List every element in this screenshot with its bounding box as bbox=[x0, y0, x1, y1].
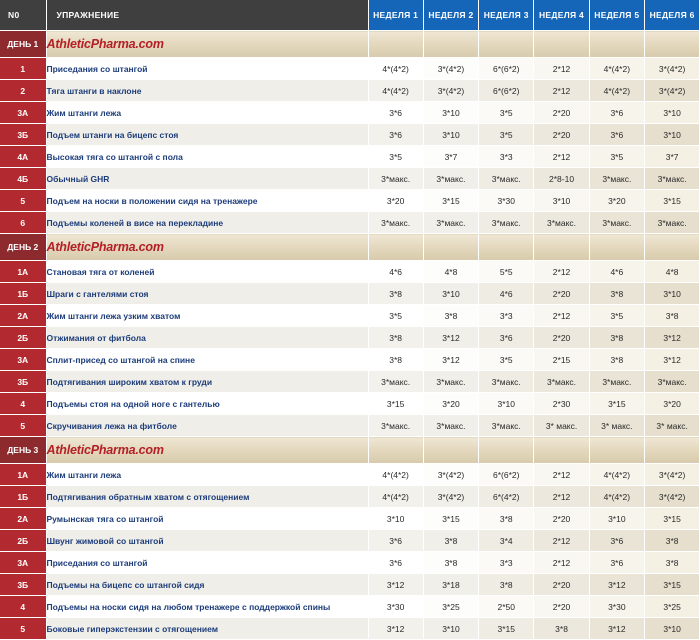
week-2-value: 3*(4*2) bbox=[423, 486, 478, 508]
day-label: ДЕНЬ 2 bbox=[0, 234, 46, 261]
week-1-value: 3*6 bbox=[368, 124, 423, 146]
day-band-spacer bbox=[644, 437, 699, 464]
week-3-value: 6*(6*2) bbox=[479, 464, 534, 486]
table-row bbox=[0, 596, 700, 618]
week-3-value: 3*6 bbox=[479, 327, 534, 349]
row-number: 1А bbox=[0, 464, 46, 486]
table-row bbox=[0, 618, 700, 640]
week-6-value: 3*15 bbox=[644, 508, 699, 530]
week-1-value: 3*10 bbox=[368, 508, 423, 530]
day-band-spacer bbox=[534, 437, 589, 464]
exercise-name: Швунг жимовой со штангой bbox=[46, 530, 368, 552]
week-4-value: 2*12 bbox=[534, 305, 589, 327]
header-row bbox=[0, 0, 700, 31]
table-row bbox=[0, 574, 700, 596]
week-1-value: 3*20 bbox=[368, 190, 423, 212]
table-row bbox=[0, 464, 700, 486]
week-1-value: 4*6 bbox=[368, 261, 423, 283]
day-band-spacer bbox=[589, 234, 644, 261]
exercise-name: Отжимания от фитбола bbox=[46, 327, 368, 349]
week-2-value: 3*20 bbox=[423, 393, 478, 415]
day-band-spacer bbox=[644, 234, 699, 261]
table-row bbox=[0, 261, 700, 283]
week-4-value: 2*20 bbox=[534, 102, 589, 124]
row-number: 4 bbox=[0, 596, 46, 618]
column-header-week-1: НЕДЕЛЯ 1 bbox=[368, 0, 423, 31]
week-2-value: 3*15 bbox=[423, 508, 478, 530]
week-6-value: 3*(4*2) bbox=[644, 464, 699, 486]
week-6-value: 3*макс. bbox=[644, 168, 699, 190]
week-1-value: 4*(4*2) bbox=[368, 58, 423, 80]
week-1-value: 3*5 bbox=[368, 305, 423, 327]
column-header-week-4: НЕДЕЛЯ 4 bbox=[534, 0, 589, 31]
table-row bbox=[0, 415, 700, 437]
week-5-value: 4*6 bbox=[589, 261, 644, 283]
week-5-value: 3*10 bbox=[589, 508, 644, 530]
week-2-value: 4*8 bbox=[423, 261, 478, 283]
week-5-value: 3*макс. bbox=[589, 168, 644, 190]
week-5-value: 3*8 bbox=[589, 327, 644, 349]
week-3-value: 3*макс. bbox=[479, 168, 534, 190]
day-band-spacer bbox=[644, 31, 699, 58]
week-5-value: 4*(4*2) bbox=[589, 58, 644, 80]
week-5-value: 4*(4*2) bbox=[589, 486, 644, 508]
day-band-spacer bbox=[479, 31, 534, 58]
row-number: 1Б bbox=[0, 283, 46, 305]
week-4-value: 2*12 bbox=[534, 530, 589, 552]
week-6-value: 3*10 bbox=[644, 283, 699, 305]
row-number: 2Б bbox=[0, 530, 46, 552]
row-number: 3А bbox=[0, 349, 46, 371]
row-number: 5 bbox=[0, 415, 46, 437]
exercise-name: Жим штанги лежа bbox=[46, 464, 368, 486]
week-1-value: 3*12 bbox=[368, 574, 423, 596]
table-row bbox=[0, 486, 700, 508]
row-number: 1А bbox=[0, 261, 46, 283]
week-2-value: 3*8 bbox=[423, 305, 478, 327]
day-label: ДЕНЬ 3 bbox=[0, 437, 46, 464]
week-4-value: 2*20 bbox=[534, 283, 589, 305]
week-3-value: 3*8 bbox=[479, 508, 534, 530]
week-4-value: 2*20 bbox=[534, 574, 589, 596]
week-6-value: 3*12 bbox=[644, 327, 699, 349]
week-2-value: 3*10 bbox=[423, 102, 478, 124]
table-row bbox=[0, 190, 700, 212]
week-6-value: 4*8 bbox=[644, 261, 699, 283]
week-5-value: 3*12 bbox=[589, 618, 644, 640]
week-2-value: 3*(4*2) bbox=[423, 80, 478, 102]
day-band-spacer bbox=[423, 437, 478, 464]
week-2-value: 3*8 bbox=[423, 530, 478, 552]
week-2-value: 3*12 bbox=[423, 327, 478, 349]
week-4-value: 3* макс. bbox=[534, 415, 589, 437]
week-6-value: 3*(4*2) bbox=[644, 58, 699, 80]
table-row bbox=[0, 552, 700, 574]
exercise-name: Приседания со штангой bbox=[46, 552, 368, 574]
week-3-value: 2*50 bbox=[479, 596, 534, 618]
week-1-value: 3*12 bbox=[368, 618, 423, 640]
week-4-value: 2*12 bbox=[534, 552, 589, 574]
week-2-value: 3*макс. bbox=[423, 168, 478, 190]
week-3-value: 3*4 bbox=[479, 530, 534, 552]
week-1-value: 3*8 bbox=[368, 283, 423, 305]
week-5-value: 3*6 bbox=[589, 124, 644, 146]
column-header-week-5: НЕДЕЛЯ 5 bbox=[589, 0, 644, 31]
row-number: 4 bbox=[0, 393, 46, 415]
week-3-value: 3*макс. bbox=[479, 371, 534, 393]
week-1-value: 3*8 bbox=[368, 327, 423, 349]
table-body bbox=[0, 31, 700, 640]
week-4-value: 2*30 bbox=[534, 393, 589, 415]
week-3-value: 3*8 bbox=[479, 574, 534, 596]
week-4-value: 2*12 bbox=[534, 146, 589, 168]
table-row bbox=[0, 349, 700, 371]
row-number: 2А bbox=[0, 508, 46, 530]
exercise-name: Сплит-присед со штангой на спине bbox=[46, 349, 368, 371]
week-3-value: 6*(6*2) bbox=[479, 80, 534, 102]
week-1-value: 3*6 bbox=[368, 102, 423, 124]
week-3-value: 3*5 bbox=[479, 102, 534, 124]
brand-label: AthleticPharma.com bbox=[46, 240, 164, 254]
week-4-value: 2*12 bbox=[534, 261, 589, 283]
week-5-value: 3*15 bbox=[589, 393, 644, 415]
week-3-value: 6*(6*2) bbox=[479, 58, 534, 80]
table-row bbox=[0, 530, 700, 552]
row-number: 3Б bbox=[0, 124, 46, 146]
week-2-value: 3*12 bbox=[423, 349, 478, 371]
week-3-value: 3*30 bbox=[479, 190, 534, 212]
table-row bbox=[0, 327, 700, 349]
table-row bbox=[0, 283, 700, 305]
day-band-spacer bbox=[423, 234, 478, 261]
table-row bbox=[0, 102, 700, 124]
week-4-value: 2*20 bbox=[534, 508, 589, 530]
week-6-value: 3*10 bbox=[644, 124, 699, 146]
week-5-value: 3*6 bbox=[589, 552, 644, 574]
week-5-value: 3*5 bbox=[589, 146, 644, 168]
table-row bbox=[0, 146, 700, 168]
day-band-row bbox=[0, 31, 700, 58]
day-band-spacer bbox=[589, 437, 644, 464]
week-5-value: 4*(4*2) bbox=[589, 464, 644, 486]
day-band-spacer bbox=[534, 234, 589, 261]
week-6-value: 3*15 bbox=[644, 190, 699, 212]
exercise-name: Румынская тяга со штангой bbox=[46, 508, 368, 530]
row-number: 3Б bbox=[0, 574, 46, 596]
week-3-value: 3*макс. bbox=[479, 212, 534, 234]
week-5-value: 3*12 bbox=[589, 574, 644, 596]
week-1-value: 3*8 bbox=[368, 349, 423, 371]
week-3-value: 3*5 bbox=[479, 124, 534, 146]
exercise-name: Подъем на носки в положении сидя на тренажере bbox=[46, 190, 368, 212]
week-6-value: 3*20 bbox=[644, 393, 699, 415]
week-3-value: 5*5 bbox=[479, 261, 534, 283]
week-6-value: 3*макс. bbox=[644, 212, 699, 234]
day-band-spacer bbox=[479, 437, 534, 464]
table-row bbox=[0, 371, 700, 393]
row-number: 5 bbox=[0, 190, 46, 212]
brand-label: AthleticPharma.com bbox=[46, 37, 164, 51]
week-3-value: 6*(4*2) bbox=[479, 486, 534, 508]
week-4-value: 2*8-10 bbox=[534, 168, 589, 190]
week-5-value: 3*6 bbox=[589, 102, 644, 124]
table-row bbox=[0, 168, 700, 190]
row-number: 1 bbox=[0, 58, 46, 80]
week-5-value: 3*20 bbox=[589, 190, 644, 212]
column-header-number: N0 bbox=[0, 0, 46, 31]
exercise-name: Подтягивания обратным хватом с отягощением bbox=[46, 486, 368, 508]
week-4-value: 3*макс. bbox=[534, 212, 589, 234]
exercise-name: Жим штанги лежа bbox=[46, 102, 368, 124]
week-4-value: 2*12 bbox=[534, 58, 589, 80]
week-1-value: 3*макс. bbox=[368, 415, 423, 437]
day-band-spacer bbox=[368, 31, 423, 58]
week-1-value: 3*30 bbox=[368, 596, 423, 618]
week-5-value: 3*макс. bbox=[589, 212, 644, 234]
row-number: 2А bbox=[0, 305, 46, 327]
row-number: 3А bbox=[0, 552, 46, 574]
row-number: 2 bbox=[0, 80, 46, 102]
week-4-value: 2*20 bbox=[534, 124, 589, 146]
week-1-value: 4*(4*2) bbox=[368, 464, 423, 486]
day-band-spacer bbox=[423, 31, 478, 58]
week-6-value: 3*макс. bbox=[644, 371, 699, 393]
column-header-week-2: НЕДЕЛЯ 2 bbox=[423, 0, 478, 31]
exercise-name: Подъем штанги на бицепс стоя bbox=[46, 124, 368, 146]
week-3-value: 3*3 bbox=[479, 305, 534, 327]
brand-logo-text bbox=[46, 234, 368, 261]
week-4-value: 2*12 bbox=[534, 486, 589, 508]
day-band-spacer bbox=[589, 31, 644, 58]
week-4-value: 3*10 bbox=[534, 190, 589, 212]
row-number: 3Б bbox=[0, 371, 46, 393]
week-3-value: 3*5 bbox=[479, 349, 534, 371]
exercise-name: Шраги с гантелями стоя bbox=[46, 283, 368, 305]
exercise-name: Подъемы на бицепс со штангой сидя bbox=[46, 574, 368, 596]
week-5-value: 3*5 bbox=[589, 305, 644, 327]
week-5-value: 3*30 bbox=[589, 596, 644, 618]
week-6-value: 3*8 bbox=[644, 552, 699, 574]
day-band-row bbox=[0, 234, 700, 261]
week-2-value: 3*18 bbox=[423, 574, 478, 596]
day-band-spacer bbox=[368, 234, 423, 261]
week-6-value: 3*8 bbox=[644, 530, 699, 552]
week-2-value: 3*7 bbox=[423, 146, 478, 168]
week-1-value: 3*макс. bbox=[368, 168, 423, 190]
week-6-value: 3* макс. bbox=[644, 415, 699, 437]
table-row bbox=[0, 80, 700, 102]
exercise-name: Подтягивания широким хватом к груди bbox=[46, 371, 368, 393]
row-number: 2Б bbox=[0, 327, 46, 349]
table-row bbox=[0, 305, 700, 327]
week-2-value: 3*10 bbox=[423, 124, 478, 146]
row-number: 5 bbox=[0, 618, 46, 640]
table-row bbox=[0, 393, 700, 415]
week-5-value: 3*8 bbox=[589, 349, 644, 371]
week-6-value: 3*(4*2) bbox=[644, 80, 699, 102]
brand-logo-text bbox=[46, 31, 368, 58]
week-3-value: 3*15 bbox=[479, 618, 534, 640]
row-number: 3А bbox=[0, 102, 46, 124]
week-2-value: 3*8 bbox=[423, 552, 478, 574]
table-row bbox=[0, 58, 700, 80]
week-2-value: 3*макс. bbox=[423, 371, 478, 393]
row-number: 4Б bbox=[0, 168, 46, 190]
week-6-value: 3*(4*2) bbox=[644, 486, 699, 508]
exercise-name: Высокая тяга со штангой с пола bbox=[46, 146, 368, 168]
week-4-value: 2*20 bbox=[534, 327, 589, 349]
exercise-name: Скручивания лежа на фитболе bbox=[46, 415, 368, 437]
week-2-value: 3*(4*2) bbox=[423, 464, 478, 486]
exercise-name: Тяга штанги в наклоне bbox=[46, 80, 368, 102]
table-header bbox=[0, 0, 700, 31]
brand-logo-text bbox=[46, 437, 368, 464]
exercise-name: Боковые гиперэкстензии с отягощением bbox=[46, 618, 368, 640]
week-6-value: 3*7 bbox=[644, 146, 699, 168]
brand-label: AthleticPharma.com bbox=[46, 443, 164, 457]
week-3-value: 3*10 bbox=[479, 393, 534, 415]
week-5-value: 3* макс. bbox=[589, 415, 644, 437]
week-1-value: 3*6 bbox=[368, 530, 423, 552]
exercise-name: Подъемы на носки сидя на любом тренажере с поддержкой спины bbox=[46, 596, 368, 618]
week-6-value: 3*15 bbox=[644, 574, 699, 596]
week-1-value: 3*макс. bbox=[368, 212, 423, 234]
week-2-value: 3*10 bbox=[423, 283, 478, 305]
week-6-value: 3*8 bbox=[644, 305, 699, 327]
week-1-value: 3*6 bbox=[368, 552, 423, 574]
week-6-value: 3*10 bbox=[644, 618, 699, 640]
week-3-value: 3*макс. bbox=[479, 415, 534, 437]
week-1-value: 3*15 bbox=[368, 393, 423, 415]
week-3-value: 3*3 bbox=[479, 146, 534, 168]
column-header-week-3: НЕДЕЛЯ 3 bbox=[479, 0, 534, 31]
day-band-row bbox=[0, 437, 700, 464]
week-4-value: 3*макс. bbox=[534, 371, 589, 393]
week-1-value: 3*5 bbox=[368, 146, 423, 168]
exercise-name: Становая тяга от коленей bbox=[46, 261, 368, 283]
row-number: 6 bbox=[0, 212, 46, 234]
table-row bbox=[0, 124, 700, 146]
table-row bbox=[0, 212, 700, 234]
week-2-value: 3*(4*2) bbox=[423, 58, 478, 80]
week-5-value: 3*макс. bbox=[589, 371, 644, 393]
exercise-name: Приседания со штангой bbox=[46, 58, 368, 80]
week-2-value: 3*25 bbox=[423, 596, 478, 618]
week-4-value: 2*12 bbox=[534, 80, 589, 102]
week-4-value: 2*15 bbox=[534, 349, 589, 371]
week-2-value: 3*15 bbox=[423, 190, 478, 212]
week-4-value: 3*8 bbox=[534, 618, 589, 640]
week-2-value: 3*макс. bbox=[423, 415, 478, 437]
week-1-value: 4*(4*2) bbox=[368, 486, 423, 508]
week-3-value: 4*6 bbox=[479, 283, 534, 305]
week-4-value: 2*12 bbox=[534, 464, 589, 486]
day-band-spacer bbox=[479, 234, 534, 261]
table-row bbox=[0, 508, 700, 530]
day-band-spacer bbox=[534, 31, 589, 58]
column-header-week-6: НЕДЕЛЯ 6 bbox=[644, 0, 699, 31]
day-label: ДЕНЬ 1 bbox=[0, 31, 46, 58]
week-3-value: 3*3 bbox=[479, 552, 534, 574]
exercise-name: Обычный GHR bbox=[46, 168, 368, 190]
row-number: 1Б bbox=[0, 486, 46, 508]
exercise-name: Подъемы стоя на одной ноге с гантелью bbox=[46, 393, 368, 415]
week-2-value: 3*10 bbox=[423, 618, 478, 640]
week-1-value: 3*макс. bbox=[368, 371, 423, 393]
week-6-value: 3*25 bbox=[644, 596, 699, 618]
exercise-name: Подъемы коленей в висе на перекладине bbox=[46, 212, 368, 234]
row-number: 4А bbox=[0, 146, 46, 168]
week-6-value: 3*10 bbox=[644, 102, 699, 124]
week-4-value: 2*20 bbox=[534, 596, 589, 618]
day-band-spacer bbox=[368, 437, 423, 464]
week-5-value: 3*8 bbox=[589, 283, 644, 305]
exercise-name: Жим штанги лежа узким хватом bbox=[46, 305, 368, 327]
week-1-value: 4*(4*2) bbox=[368, 80, 423, 102]
week-5-value: 3*6 bbox=[589, 530, 644, 552]
week-2-value: 3*макс. bbox=[423, 212, 478, 234]
week-5-value: 4*(4*2) bbox=[589, 80, 644, 102]
column-header-exercise: УПРАЖНЕНИЕ bbox=[46, 0, 368, 31]
week-6-value: 3*12 bbox=[644, 349, 699, 371]
